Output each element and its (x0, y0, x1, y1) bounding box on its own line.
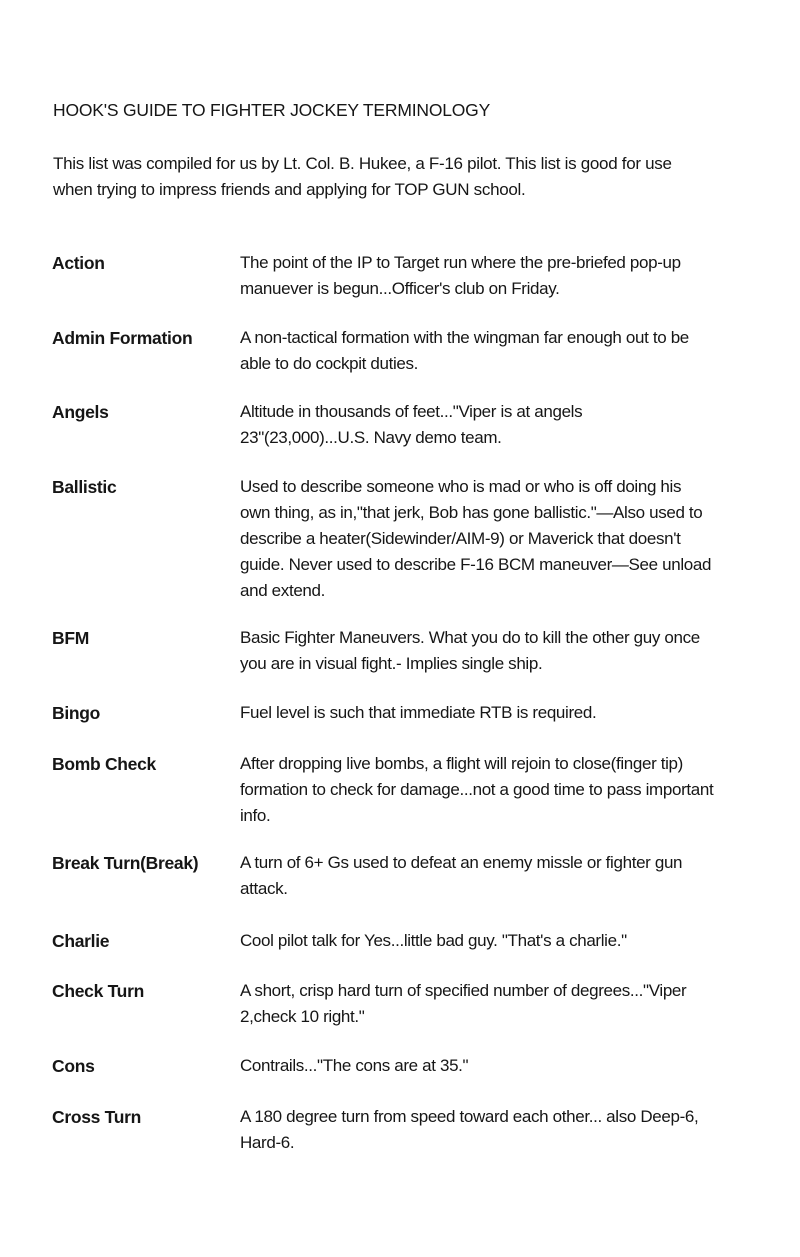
glossary-definition (240, 928, 770, 954)
definition-line: Hard-6. (240, 1133, 295, 1152)
definition-line: A turn of 6+ Gs used to defeat an enemy missle or fighter gun (240, 853, 683, 872)
definition-line: formation to check for damage...not a good time to pass important (240, 780, 714, 799)
definition-line: manuever is begun...Officer's club on Friday. (240, 279, 560, 298)
glossary-term: Angels (52, 402, 109, 422)
glossary-term: Cons (52, 1056, 95, 1076)
glossary-definition (240, 399, 770, 451)
glossary-definition (240, 978, 770, 1030)
definition-line: Basic Fighter Maneuvers. What you do to kill the other guy once (240, 628, 700, 647)
glossary-definition (240, 1053, 770, 1079)
definition-line: Fuel level is such that immediate RTB is required. (240, 703, 597, 722)
definition-line: attack. (240, 879, 288, 898)
definition-line: Used to describe someone who is mad or who is off doing his (240, 477, 682, 496)
glossary-definition (240, 325, 770, 377)
definition-line: you are in visual fight.- Implies single ship. (240, 654, 543, 673)
definition-line: describe a heater(Sidewinder/AIM-9) or Maverick that doesn't (240, 529, 681, 548)
definition-line: After dropping live bombs, a flight will rejoin to close(finger tip) (240, 754, 683, 773)
glossary-definition (240, 1104, 770, 1156)
definition-line: info. (240, 806, 271, 825)
intro-line: when trying to impress friends and applying for TOP GUN school. (53, 180, 526, 199)
definition-line: 2,check 10 right." (240, 1007, 365, 1026)
definition-line: and extend. (240, 581, 326, 600)
definition-line: A 180 degree turn from speed toward each other... also Deep-6, (240, 1107, 699, 1126)
glossary-term: Ballistic (52, 477, 117, 497)
page-title: HOOK'S GUIDE TO FIGHTER JOCKEY TERMINOLOGY (53, 100, 491, 120)
glossary-definition (240, 700, 770, 726)
definition-line: own thing, as in,"that jerk, Bob has gone ballistic."—Also used to (240, 503, 703, 522)
glossary-term: Bomb Check (52, 754, 156, 774)
definition-line: A non-tactical formation with the wingman far enough out to be (240, 328, 689, 347)
glossary-definition (240, 850, 770, 902)
glossary-term: Bingo (52, 703, 101, 723)
glossary-definition (240, 250, 770, 302)
glossary-definition (240, 474, 770, 604)
intro-line: This list was compiled for us by Lt. Col. B. Hukee, a F-16 pilot. This list is good for use (53, 154, 672, 173)
definition-line: able to do cockpit duties. (240, 354, 419, 373)
definition-line: A short, crisp hard turn of specified number of degrees..."Viper (240, 981, 687, 1000)
glossary-definition (240, 625, 770, 677)
glossary-term: Charlie (52, 931, 110, 951)
glossary-term: Break Turn(Break) (52, 853, 199, 873)
definition-line: Cool pilot talk for Yes...little bad guy. "That's a charlie." (240, 931, 627, 950)
glossary-definition (240, 751, 770, 829)
glossary-term: Check Turn (52, 981, 144, 1001)
definition-line: 23"(23,000)...U.S. Navy demo team. (240, 428, 502, 447)
definition-line: Contrails..."The cons are at 35." (240, 1056, 469, 1075)
definition-line: guide. Never used to describe F-16 BCM maneuver—See unload (240, 555, 712, 574)
definition-line: Altitude in thousands of feet..."Viper is at angels (240, 402, 583, 421)
glossary-term: BFM (52, 628, 90, 648)
glossary-term: Admin Formation (52, 328, 193, 348)
glossary-term: Action (52, 253, 105, 273)
definition-line: The point of the IP to Target run where the pre-briefed pop-up (240, 253, 681, 272)
intro-paragraph (53, 151, 753, 203)
glossary-term: Cross Turn (52, 1107, 142, 1127)
